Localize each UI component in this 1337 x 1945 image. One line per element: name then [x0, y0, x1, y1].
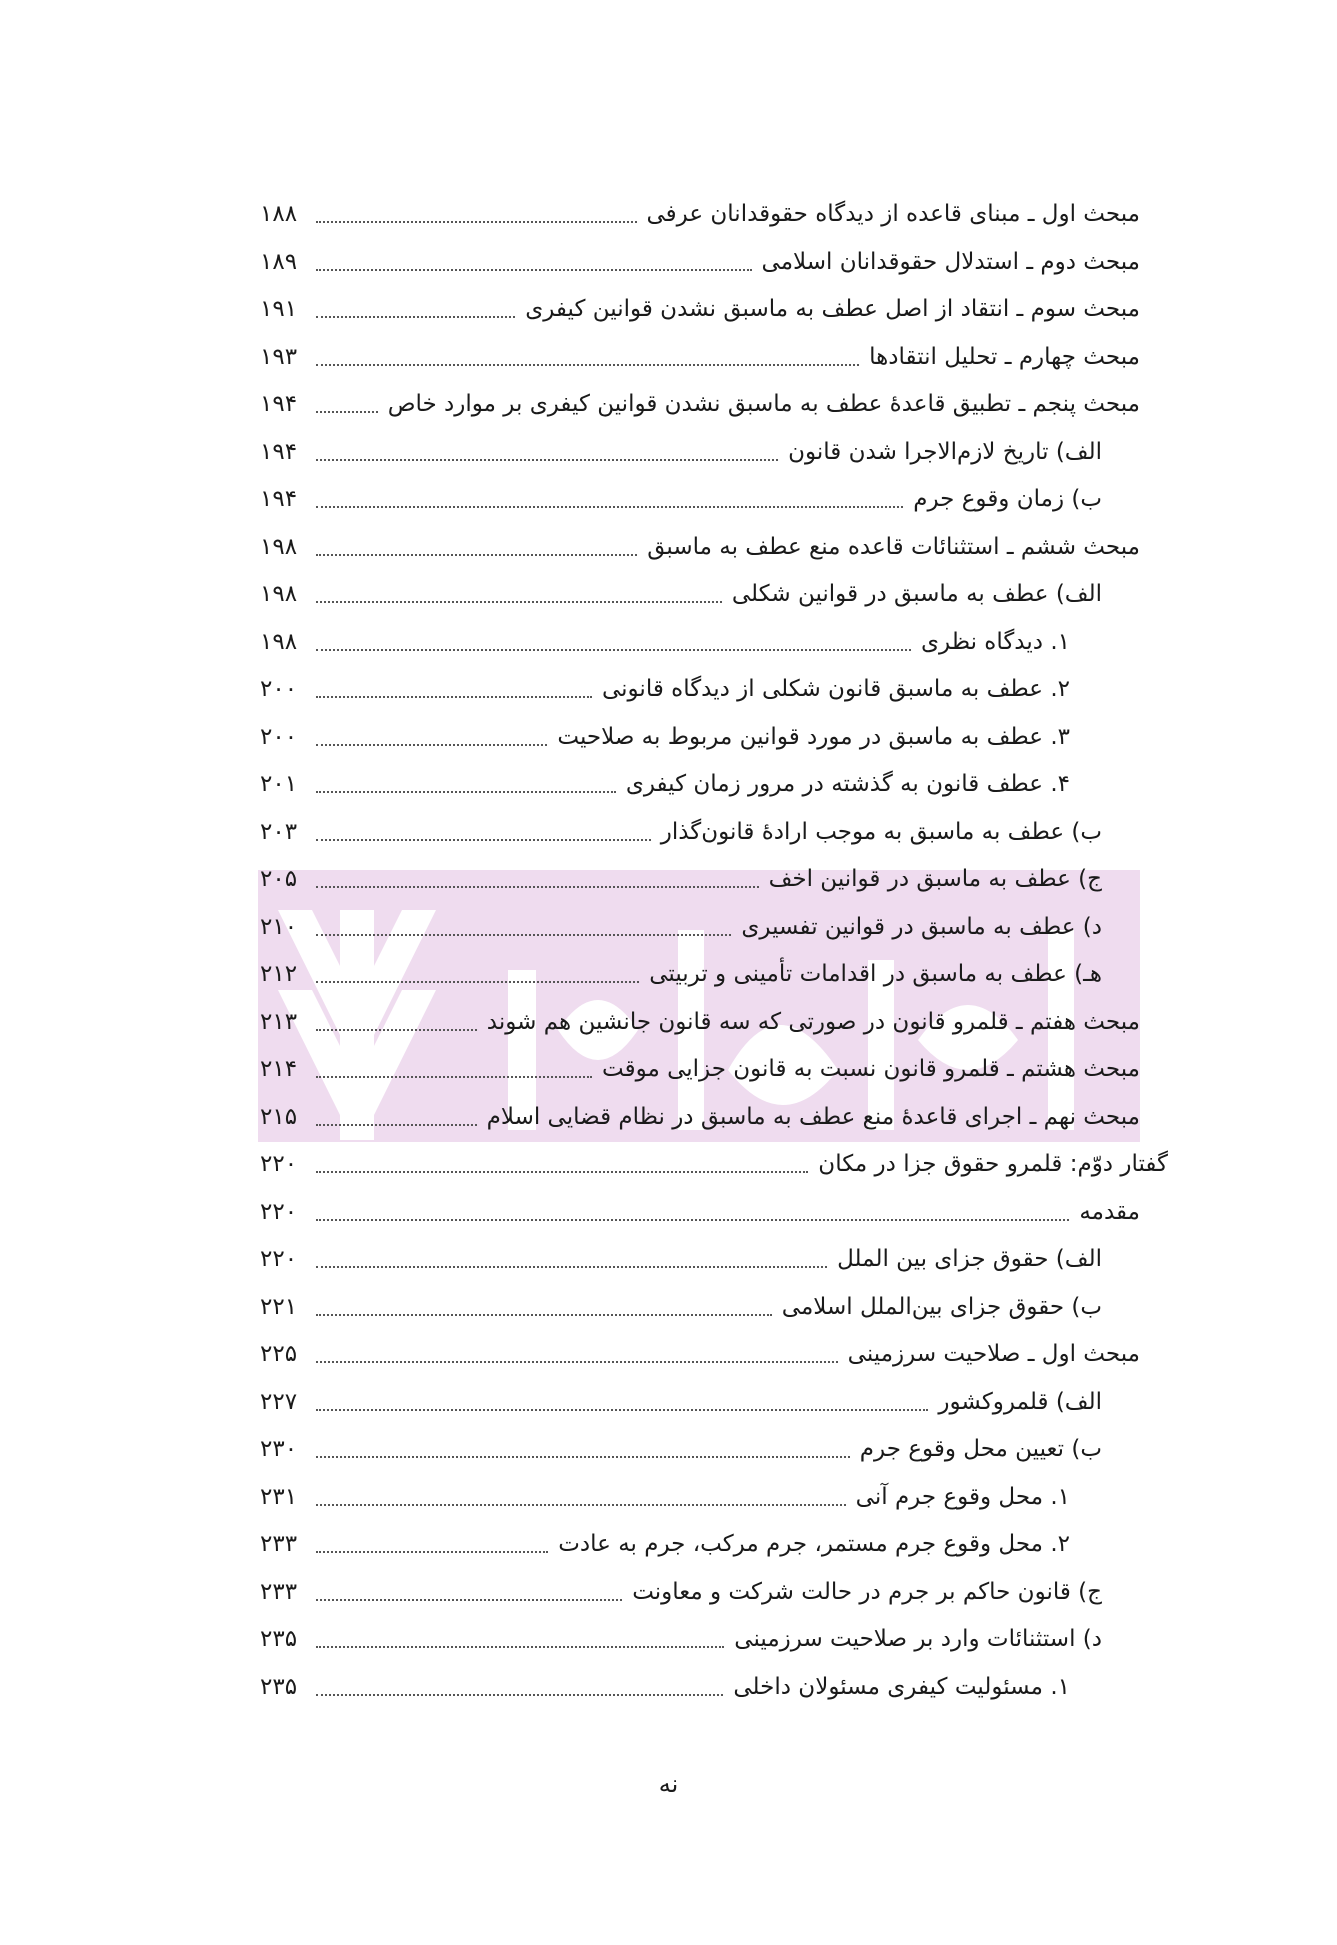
toc-entry-page: ۱۹۸: [260, 628, 298, 655]
dot-leader: [316, 1504, 846, 1506]
toc-entry-title: ج) قانون حاکم بر جرم در حالت شرکت و معاونت: [632, 1578, 1102, 1605]
toc-entry-page: ۲۱۰: [260, 913, 298, 940]
toc-entry-title: مبحث چهارم ـ تحلیل انتقادها: [869, 343, 1140, 370]
toc-entry: [260, 333, 1140, 381]
dot-leader: [316, 1076, 592, 1078]
toc-entry-page: ۱۹۴: [260, 391, 298, 417]
dot-leader: [316, 506, 903, 508]
toc-entry-title: ب) زمان وقوع جرم: [913, 486, 1102, 512]
toc-entry-page: ۲۰۳: [260, 818, 298, 845]
toc-entry: [260, 475, 1102, 523]
toc-entry-page: ۲۱۴: [260, 1056, 298, 1082]
dot-leader: [316, 1599, 622, 1601]
toc-entry-title: ۱. مسئولیت کیفری مسئولان داخلی: [733, 1673, 1070, 1700]
toc-entry-title: الف) حقوق جزای بین الملل: [837, 1246, 1102, 1272]
toc-entry-title: مبحث ششم ـ استثنائات قاعده منع عطف به ماسبق: [647, 533, 1140, 560]
toc-entry-page: ۲۲۷: [260, 1388, 298, 1415]
dot-leader: [316, 886, 759, 888]
dot-leader: [316, 221, 637, 223]
dot-leader: [316, 839, 651, 841]
dot-leader: [316, 1029, 477, 1031]
dot-leader: [316, 1361, 838, 1363]
toc-entry-title: مبحث سوم ـ انتقاد از اصل عطف به ماسبق نشدن قوانین کیفری: [525, 296, 1140, 322]
toc-entry-title: ج) عطف به ماسبق در قوانین اخف: [768, 866, 1102, 892]
toc-entry: [260, 523, 1140, 571]
toc-entry: [260, 238, 1140, 286]
toc-entry-title: د) عطف به ماسبق در قوانین تفسیری: [741, 913, 1102, 940]
toc-entry-page: ۱۸۸: [260, 201, 298, 227]
toc-entry: [260, 713, 1070, 761]
dot-leader: [316, 1409, 928, 1411]
toc-entry-title: مبحث اول ـ مبنای قاعده از دیدگاه حقوقدانان عرفی: [646, 201, 1140, 227]
toc-entry-page: ۲۱۳: [260, 1008, 298, 1035]
dot-leader: [316, 744, 547, 746]
dot-leader: [316, 696, 592, 698]
toc-entry-title: مبحث هفتم ـ قلمرو قانون در صورتی که سه قانون جانشین هم شوند: [486, 1008, 1140, 1035]
toc-entry: [260, 1283, 1102, 1331]
toc-entry-title: د) استثنائات وارد بر صلاحیت سرزمینی: [734, 1626, 1102, 1652]
toc-entry: [260, 618, 1070, 666]
toc-entry: [260, 760, 1070, 808]
toc-entry-title: الف) قلمروکشور: [938, 1388, 1102, 1415]
toc-entry-title: الف) عطف به ماسبق در قوانین شکلی: [731, 581, 1102, 607]
toc-entry: [260, 1140, 1168, 1188]
toc-entry: [260, 1425, 1102, 1473]
toc-entry-title: ۲. محل وقوع جرم مستمر، جرم مرکب، جرم به عادت: [558, 1531, 1070, 1557]
toc-entry: [260, 1045, 1140, 1093]
dot-leader: [316, 934, 731, 936]
toc-entry-page: ۲۲۵: [260, 1341, 298, 1367]
toc-entry-page: ۲۲۱: [260, 1293, 298, 1320]
toc-entry: [260, 1520, 1070, 1568]
toc-entry-title: مبحث پنجم ـ تطبیق قاعدهٔ عطف به ماسبق نشدن قوانین کیفری بر موارد خاص: [387, 391, 1140, 417]
toc-entry: [260, 1330, 1140, 1378]
toc-entry-title: گفتار دوّم: قلمرو حقوق جزا در مکان: [818, 1151, 1168, 1177]
toc-entry-page: ۱۹۸: [260, 533, 298, 560]
dot-leader: [316, 364, 859, 366]
dot-leader: [316, 1551, 548, 1553]
toc-entry-page: ۱۹۸: [260, 581, 298, 607]
dot-leader: [316, 1456, 850, 1458]
toc-entry-page: ۲۳۵: [260, 1673, 298, 1700]
toc-entry-title: ب) عطف به ماسبق به موجب ارادهٔ قانون‌گذار: [660, 818, 1102, 845]
dot-leader: [316, 981, 639, 983]
toc-entry: [260, 855, 1102, 903]
toc-entry: [260, 1235, 1102, 1283]
toc-entry: [260, 1473, 1070, 1521]
toc-entry-title: ۴. عطف قانون به گذشته در مرور زمان کیفری: [625, 771, 1070, 797]
toc-entry-title: ۲. عطف به ماسبق قانون شکلی از دیدگاه قانونی: [601, 676, 1070, 702]
toc-entry-page: ۲۲۰: [260, 1198, 298, 1225]
toc-entry: [260, 1615, 1102, 1663]
toc-entry-page: ۲۳۳: [260, 1531, 298, 1557]
toc-entry-page: ۲۳۳: [260, 1578, 298, 1605]
dot-leader: [316, 1266, 827, 1268]
dot-leader: [316, 554, 637, 556]
toc-entry: [260, 570, 1102, 618]
toc-entry-page: ۱۹۳: [260, 343, 298, 370]
toc-entry-page: ۲۲۰: [260, 1151, 298, 1177]
toc-entry-title: الف) تاریخ لازم‌الاجرا شدن قانون: [788, 438, 1102, 465]
toc-entry-page: ۲۰۰: [260, 676, 298, 702]
toc-entry: [260, 190, 1140, 238]
toc-entry-page: ۱۹۴: [260, 486, 298, 512]
toc-entry: [260, 428, 1102, 476]
toc-entry-title: هـ) عطف به ماسبق در اقدامات تأمینی و تربیتی: [649, 961, 1102, 987]
toc-entry-title: مبحث اول ـ صلاحیت سرزمینی: [847, 1341, 1140, 1367]
dot-leader: [316, 1314, 772, 1316]
toc-entry: [260, 1378, 1102, 1426]
toc-entry-page: ۱۹۱: [260, 296, 298, 322]
toc-entry: [260, 1568, 1102, 1616]
toc-entry: [260, 808, 1102, 856]
toc-entry: [260, 950, 1102, 998]
toc-entry: [260, 285, 1140, 333]
toc-entry-page: ۲۰۱: [260, 771, 298, 797]
toc-entry-title: ب) تعیین محل وقوع جرم: [859, 1436, 1102, 1462]
toc-entry-page: ۲۰۵: [260, 866, 298, 892]
toc-entry: [260, 903, 1102, 951]
toc-entry-page: ۲۱۵: [260, 1103, 298, 1130]
toc-entry-page: ۲۰۰: [260, 723, 298, 750]
dot-leader: [316, 1646, 724, 1648]
toc-entry-page: ۲۲۰: [260, 1246, 298, 1272]
dot-leader: [316, 1124, 477, 1126]
toc-entry-title: ب) حقوق جزای بین‌الملل اسلامی: [781, 1293, 1102, 1320]
dot-leader: [316, 649, 911, 651]
toc-entry-title: ۳. عطف به ماسبق در مورد قوانین مربوط به صلاحیت: [557, 723, 1070, 750]
toc-entry-page: ۲۳۵: [260, 1626, 298, 1652]
toc-entry-title: مقدمه: [1079, 1198, 1140, 1225]
dot-leader: [316, 459, 778, 461]
dot-leader: [316, 269, 752, 271]
dot-leader: [316, 1219, 1069, 1221]
toc-entry-title: مبحث هشتم ـ قلمرو قانون نسبت به قانون جزایی موقت: [601, 1056, 1140, 1082]
page-number-footer: نه: [658, 1770, 679, 1798]
dot-leader: [316, 791, 616, 793]
toc-entry: [260, 1188, 1140, 1236]
dot-leader: [316, 1694, 723, 1696]
toc-entry-page: ۲۱۲: [260, 961, 298, 987]
toc-entry-title: مبحث دوم ـ استدلال حقوقدانان اسلامی: [761, 248, 1140, 275]
dot-leader: [316, 1171, 808, 1173]
toc-entry-page: ۱۸۹: [260, 248, 298, 275]
toc-entry-title: ۱. محل وقوع جرم آنی: [855, 1483, 1070, 1510]
toc-entry-page: ۲۳۰: [260, 1436, 298, 1462]
toc-entry: [260, 665, 1070, 713]
toc-entry-page: ۲۳۱: [260, 1483, 298, 1510]
dot-leader: [316, 601, 722, 603]
dot-leader: [316, 411, 378, 413]
toc-entry: [260, 1093, 1140, 1141]
toc-entry-title: مبحث نهم ـ اجرای قاعدهٔ منع عطف به ماسبق در نظام قضایی اسلام: [486, 1103, 1140, 1130]
toc-entry: [260, 1663, 1070, 1711]
dot-leader: [316, 316, 515, 318]
toc-entry-page: ۱۹۴: [260, 438, 298, 465]
toc-entry: [260, 998, 1140, 1046]
toc-entry: [260, 380, 1140, 428]
toc-entry-title: ۱. دیدگاه نظری: [921, 628, 1070, 655]
